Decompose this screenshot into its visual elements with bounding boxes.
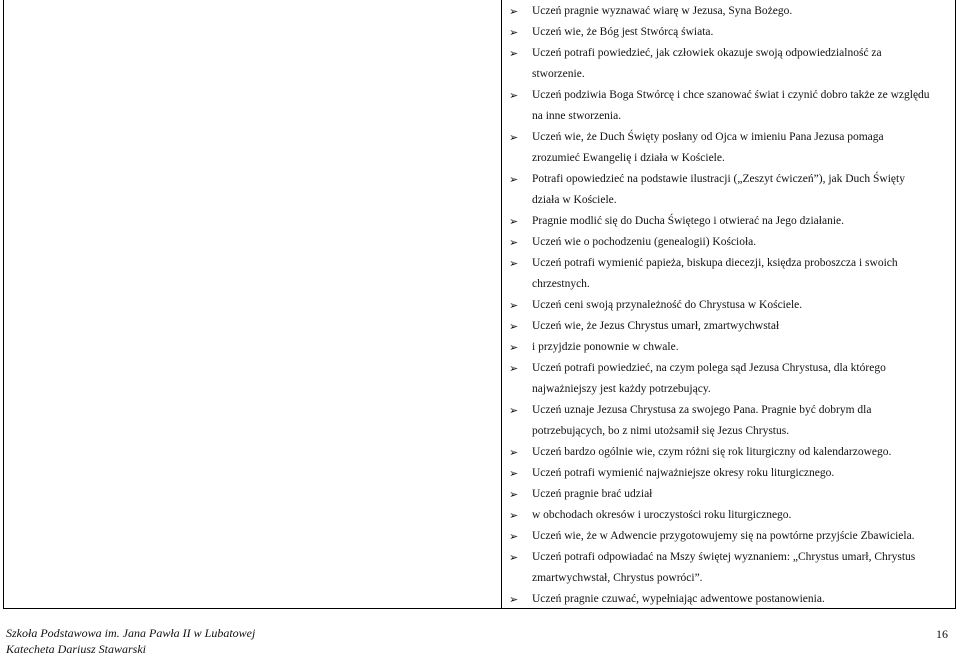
arrowhead-bullet-icon: ➢: [509, 404, 519, 417]
list-item-line: Uczeń potrafi powiedzieć, jak człowiek okazuje swoją odpowiedzialność za: [532, 47, 882, 59]
arrowhead-bullet-icon: ➢: [509, 299, 519, 312]
list-item-line: zrozumieć Ewangelię i działa w Kościele.: [532, 152, 725, 164]
list-item: [508, 127, 948, 169]
footer-left: [6, 625, 255, 657]
list-item: [508, 1, 948, 22]
list-item: [508, 547, 948, 589]
arrowhead-bullet-icon: ➢: [509, 467, 519, 480]
table-border-middle: [501, 0, 502, 609]
table-border-left: [3, 0, 4, 609]
list-item-line: Uczeń potrafi odpowiadać na Mszy świętej wyznaniem: „Chrystus umarł, Chrystus: [532, 551, 916, 563]
arrowhead-bullet-icon: ➢: [509, 446, 519, 459]
table-border-right: [955, 0, 956, 609]
arrowhead-bullet-icon: ➢: [509, 341, 519, 354]
list-item-line: Uczeń wie, że Jezus Chrystus umarł, zmartwychwstał: [532, 320, 780, 332]
list-item-line: Uczeń uznaje Jezusa Chrystusa za swojego Pana. Pragnie być dobrym dla: [532, 404, 872, 416]
list-item: [508, 358, 948, 400]
arrowhead-bullet-icon: ➢: [509, 26, 519, 39]
arrowhead-bullet-icon: ➢: [509, 131, 519, 144]
list-item: [508, 85, 948, 127]
list-item-line: najważniejszy jest każdy potrzebujący.: [532, 383, 711, 395]
list-item-line: działa w Kościele.: [532, 194, 617, 206]
list-item-line: Uczeń pragnie czuwać, wypełniając adwentowe postanowienia.: [532, 593, 825, 605]
list-item: [508, 505, 948, 526]
list-item: [508, 526, 948, 547]
list-item-line: Uczeń potrafi powiedzieć, na czym polega sąd Jezusa Chrystusa, dla którego: [532, 362, 886, 374]
list-item: [508, 43, 948, 85]
list-item-line: Uczeń wie, że Duch Święty posłany od Ojca w imieniu Pana Jezusa pomaga: [532, 131, 884, 143]
arrowhead-bullet-icon: ➢: [509, 362, 519, 375]
page-number: 16: [936, 627, 948, 641]
list-item: [508, 442, 948, 463]
arrowhead-bullet-icon: ➢: [509, 47, 519, 60]
arrowhead-bullet-icon: ➢: [509, 530, 519, 543]
list-item-line: stworzenie.: [532, 68, 585, 80]
list-item-line: Uczeń ceni swoją przynależność do Chrystusa w Kościele.: [532, 299, 803, 311]
list-item: [508, 232, 948, 253]
list-item-line: w obchodach okresów i uroczystości roku liturgicznego.: [532, 509, 792, 521]
list-item: [508, 22, 948, 43]
footer-school: Szkoła Podstawowa im. Jana Pawła II w Lubatowej: [6, 626, 256, 640]
list-item: [508, 169, 948, 211]
arrowhead-bullet-icon: ➢: [509, 89, 519, 102]
list-item-line: Pragnie modlić się do Ducha Świętego i otwierać na Jego działanie.: [532, 215, 844, 227]
list-item: [508, 400, 948, 442]
list-item-line: Potrafi opowiedzieć na podstawie ilustracji („Zeszyt ćwiczeń”), jak Duch Święty: [532, 173, 905, 185]
list-item-line: zmartwychwstał, Chrystus powróci”.: [532, 572, 703, 584]
list-item: [508, 463, 948, 484]
arrowhead-bullet-icon: ➢: [509, 593, 519, 606]
list-item-line: i przyjdzie ponownie w chwale.: [532, 341, 679, 353]
list-item: [508, 337, 948, 358]
list-item-line: potrzebujących, bo z nimi utożsamił się Jezus Chrystus.: [532, 425, 790, 437]
arrowhead-bullet-icon: ➢: [509, 5, 519, 18]
arrowhead-bullet-icon: ➢: [509, 257, 519, 270]
list-item: [508, 211, 948, 232]
list-item-line: Uczeń wie o pochodzeniu (genealogii) Kościoła.: [532, 236, 757, 248]
arrowhead-bullet-icon: ➢: [509, 173, 519, 186]
arrowhead-bullet-icon: ➢: [509, 509, 519, 522]
list-item: [508, 253, 948, 295]
list-item-line: Uczeń podziwia Boga Stwórcę i chce szanować świat i czynić dobro także ze względu: [532, 89, 930, 101]
list-item: [508, 589, 948, 610]
objectives-list: [508, 1, 948, 610]
list-item-line: Uczeń wie, że w Adwencie przygotowujemy się na powtórne przyjście Zbawiciela.: [532, 530, 915, 542]
list-item-line: na inne stworzenia.: [532, 110, 622, 122]
list-item: [508, 316, 948, 337]
list-item-line: Uczeń bardzo ogólnie wie, czym różni się rok liturgiczny od kalendarzowego.: [532, 446, 892, 458]
arrowhead-bullet-icon: ➢: [509, 215, 519, 228]
list-item-line: Uczeń wie, że Bóg jest Stwórcą świata.: [532, 26, 714, 38]
arrowhead-bullet-icon: ➢: [509, 320, 519, 333]
arrowhead-bullet-icon: ➢: [509, 488, 519, 501]
list-item-line: Uczeń pragnie wyznawać wiarę w Jezusa, Syna Bożego.: [532, 5, 793, 17]
list-item-line: chrzestnych.: [532, 278, 590, 290]
footer-author: Katecheta Dariusz Stawarski: [6, 642, 146, 656]
list-item-line: Uczeń potrafi wymienić najważniejsze okresy roku liturgicznego.: [532, 467, 835, 479]
list-item: [508, 484, 948, 505]
arrowhead-bullet-icon: ➢: [509, 236, 519, 249]
list-item-line: Uczeń potrafi wymienić papieża, biskupa diecezji, księdza proboszcza i swoich: [532, 257, 898, 269]
arrowhead-bullet-icon: ➢: [509, 551, 519, 564]
list-item: [508, 295, 948, 316]
list-item-line: Uczeń pragnie brać udział: [532, 488, 653, 500]
